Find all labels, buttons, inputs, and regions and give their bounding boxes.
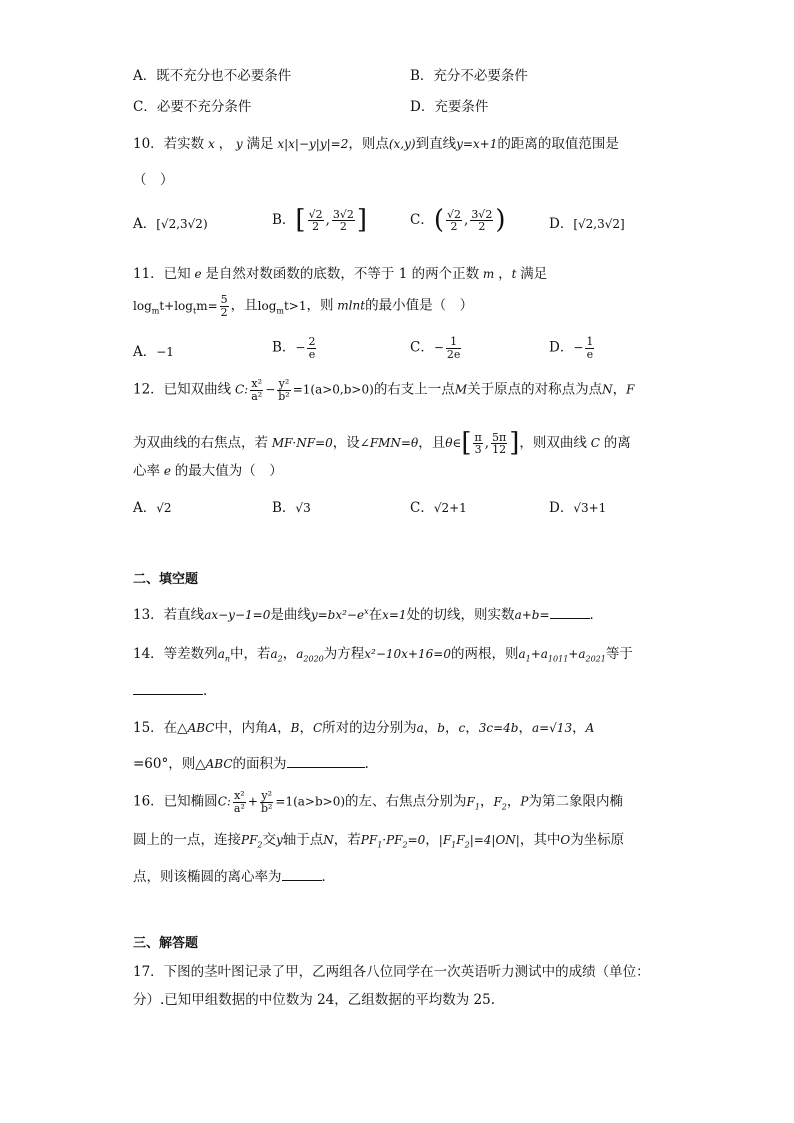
q12-option-d: D．√3+1 bbox=[549, 500, 607, 516]
q11-option-b: B．− $\frac{2}{e}$ bbox=[272, 335, 316, 361]
q12-stem-line2: 为双曲线的右焦点，若 MF·NF=0，设∠FMN=θ，且θ∈[ $\frac{\pi}{3}$ , $\frac{5\pi}{12}$ ]，则双曲线 C 的离 bbox=[133, 428, 631, 458]
q14-line2: ． bbox=[133, 683, 217, 699]
q11-stem-line1: 11．已知 e 是自然对数函数的底数，不等于 1 的两个正数 m ，t 满足 bbox=[133, 266, 548, 282]
q9-option-b: B．充分不必要条件 bbox=[410, 68, 528, 84]
q16-line2: 圆上的一点，连接$PF_2$交y轴于点N，若$PF_1\cdot PF_2=0$，$|F_1F_2|=4|ON|$，其中O为坐标原 bbox=[133, 832, 625, 850]
q11-option-d: D．− $\frac{1}{e}$ bbox=[549, 335, 594, 361]
q12-stem-line1: 12．已知双曲线 C: $\frac{\text{x²}}{\text{a²}}$ − $\frac{\text{y²}}{\text{b²}}$ =1(a>0,b>0)的右支上一点M关于原点的对称点为点N，F bbox=[133, 377, 635, 403]
q11-stem-line2: $\log_mt+\log_tm=$ $\frac{5}{2}$ ，且$\log_mt>1$，则 mlnt的最小值是（ ） bbox=[133, 293, 474, 319]
q17-line2: 分）.已知甲组数据的中位数为 24，乙组数据的平均数为 25. bbox=[133, 992, 496, 1008]
q10-option-a: A．[√2,3√2) bbox=[133, 216, 208, 232]
q14-line1: 14．等差数列$a_n$中，若$a_2$，$a_{2020}$为方程x²−10x+16=0的两根，则$a_1+a_{1011}+a_{2021}$等于 bbox=[133, 646, 633, 664]
q15-line2: =60°，则△ABC的面积为 . bbox=[133, 756, 369, 772]
q14-answer-blank[interactable] bbox=[133, 694, 203, 695]
q12-option-a: A．√2 bbox=[133, 500, 172, 516]
q11-option-a: A．−1 bbox=[133, 344, 174, 360]
q12-stem-line3: 心率 e 的最大值为（ ） bbox=[133, 463, 283, 479]
q15-answer-blank[interactable] bbox=[287, 767, 365, 768]
q13: 13．若直线ax−y−1=0是曲线$y=bx^2-e^x$在x=1处的切线，则实数a+b= ． bbox=[133, 607, 604, 623]
q12-option-b: B．√3 bbox=[272, 500, 311, 516]
q12-option-c: C．√2+1 bbox=[410, 500, 467, 516]
q13-answer-blank[interactable] bbox=[550, 618, 590, 619]
q16-answer-blank[interactable] bbox=[282, 880, 322, 881]
q17-line1: 17．下图的茎叶图记录了甲，乙两组各八位同学在一次英语听力测试中的成绩（单位： bbox=[133, 964, 650, 980]
q10-option-d: D．[√2,3√2] bbox=[549, 216, 625, 232]
q9-option-a: A．既不充分也不必要条件 bbox=[133, 68, 292, 84]
q10-option-c: C．( $\frac{√2}{2}$ , $\frac{3√2}{2}$ ) bbox=[410, 205, 506, 235]
q16-line3: 点，则该椭圆的离心率为 ． bbox=[133, 869, 335, 885]
q9-option-c: C．必要不充分条件 bbox=[133, 99, 252, 115]
q11-option-c: C．− $\frac{1}{2e}$ bbox=[410, 335, 461, 361]
q9-option-d: D．充要条件 bbox=[410, 99, 489, 115]
q15-line1: 15．在△ABC中，内角A，B，C所对的边分别为a，b，c，3c=4b，a=√13，A bbox=[133, 720, 595, 736]
section-fill-in-heading: 二、填空题 bbox=[133, 572, 199, 587]
q16-line1: 16．已知椭圆C: $\frac{\text{x²}}{\text{a²}}$ + $\frac{\text{y²}}{\text{b²}}$ =1(a>b>0)的左、右焦点分别为$F_1$，$F_2$，P为第二象限内椭 bbox=[133, 789, 623, 815]
section-solution-heading: 三、解答题 bbox=[133, 936, 199, 951]
q10-option-b: B．[ $\frac{√2}{2}$ , $\frac{3√2}{2}$ ] bbox=[272, 205, 368, 235]
q10-paren: （ ） bbox=[133, 172, 174, 188]
q10-stem: 10．若实数 x ， y 满足 x|x|−y|y|=2，则点(x,y)到直线y=x+1的距离的取值范围是 bbox=[133, 136, 619, 152]
